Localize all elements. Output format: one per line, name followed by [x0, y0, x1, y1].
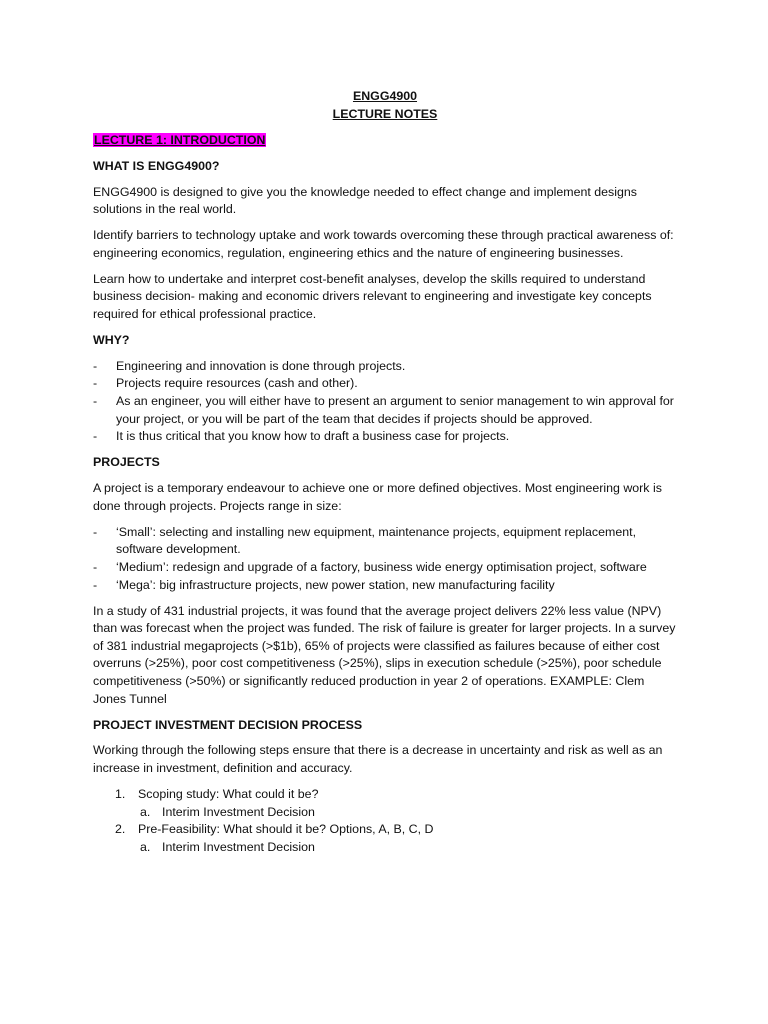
sub-list-item: [138, 804, 677, 822]
section-heading-projects: PROJECTS: [93, 455, 160, 470]
dash-marker: -: [93, 429, 98, 444]
list-item-text: As an engineer, you will either have to present an argument to senior management to win approval for your project, or you will be part of the team that decides if projects should be approved.: [116, 394, 674, 426]
list-item-text: ‘Small’: selecting and installing new equipment, maintenance projects, equipment replacement, software development.: [116, 524, 637, 557]
dash-marker: -: [93, 577, 98, 592]
sub-step-text: Interim Investment Decision: [162, 839, 315, 854]
list-item: [93, 577, 677, 595]
section-heading-process: PROJECT INVESTMENT DECISION PROCESS: [93, 717, 363, 732]
document-page: [93, 88, 677, 856]
list-item-text: ‘Medium’: redesign and upgrade of a factory, business wide energy optimisation project, software: [116, 559, 647, 574]
paragraph: Learn how to undertake and interpret cost-benefit analyses, develop the skills required to understand business decision- making and economic drivers relevant to engineering and investigate key concepts required for ethical professional practice.: [93, 271, 652, 321]
list-item-text: It is thus critical that you know how to draft a business case for projects.: [116, 429, 510, 444]
step-text: Scoping study: What could it be?: [138, 787, 319, 802]
paragraph: A project is a temporary endeavour to achieve one or more defined objectives. Most engineering work is done through projects. Projects range in size:: [93, 481, 662, 513]
list-item: [93, 524, 677, 559]
paragraph: Working through the following steps ensure that there is a decrease in uncertainty and risk as well as an increase in investment, definition and accuracy.: [93, 743, 663, 776]
dash-marker: -: [93, 376, 98, 391]
doc-subtitle: LECTURE NOTES: [332, 106, 438, 121]
sub-step-letter: a.: [140, 804, 151, 819]
step-number: 2.: [115, 822, 126, 837]
lecture-heading: LECTURE 1: INTRODUCTION: [94, 132, 266, 147]
dash-marker: -: [93, 358, 98, 373]
paragraph: In a study of 431 industrial projects, it was found that the average project delivers 22% less value (NPV) than was forecast when the project was funded. The risk of failure is greater for larger projects. In a survey of 381 industrial megaprojects (>$1b), 65% of projects were classified as failures because of either cost overruns (>25%), poor cost competitiveness (>25%), slips in execution schedule (>25%), poor schedule competitiveness (>50%) or significantly reduced production in year 2 of operations. EXAMPLE: Clem Jones Tunnel: [93, 603, 676, 706]
dash-marker: -: [93, 394, 98, 409]
doc-header: [93, 88, 677, 123]
list-item: [93, 393, 677, 428]
projects-list: [93, 524, 677, 594]
list-item: [93, 786, 677, 821]
dash-marker: -: [93, 559, 98, 574]
paragraph: Identify barriers to technology uptake and work towards overcoming these through practical awareness of: engineering economics, regulation, engineering ethics and the nature of engineering businesses.: [93, 228, 674, 260]
list-item: [93, 358, 677, 376]
list-item: [93, 375, 677, 393]
list-item: [93, 428, 677, 446]
sub-step-text: Interim Investment Decision: [162, 804, 315, 819]
sub-list: [138, 804, 677, 822]
step-text: Pre-Feasibility: What should it be? Options, A, B, C, D: [138, 822, 434, 837]
list-item: [93, 559, 677, 577]
paragraph: ENGG4900 is designed to give you the knowledge needed to effect change and implement designs solutions in the real world.: [93, 184, 637, 217]
list-item: [93, 821, 677, 856]
process-steps-list: [93, 786, 677, 856]
list-item-text: Engineering and innovation is done through projects.: [116, 358, 406, 373]
course-code: ENGG4900: [352, 89, 418, 103]
why-list: [93, 358, 677, 446]
section-heading-why: WHY?: [93, 332, 130, 347]
sub-list-item: [138, 839, 677, 857]
list-item-text: Projects require resources (cash and other).: [116, 376, 358, 391]
list-item-text: ‘Mega’: big infrastructure projects, new power station, new manufacturing facility: [116, 577, 555, 592]
sub-list: [138, 839, 677, 857]
section-heading-what: WHAT IS ENGG4900?: [93, 158, 220, 173]
dash-marker: -: [93, 524, 98, 539]
sub-step-letter: a.: [140, 839, 151, 854]
step-number: 1.: [115, 787, 126, 802]
